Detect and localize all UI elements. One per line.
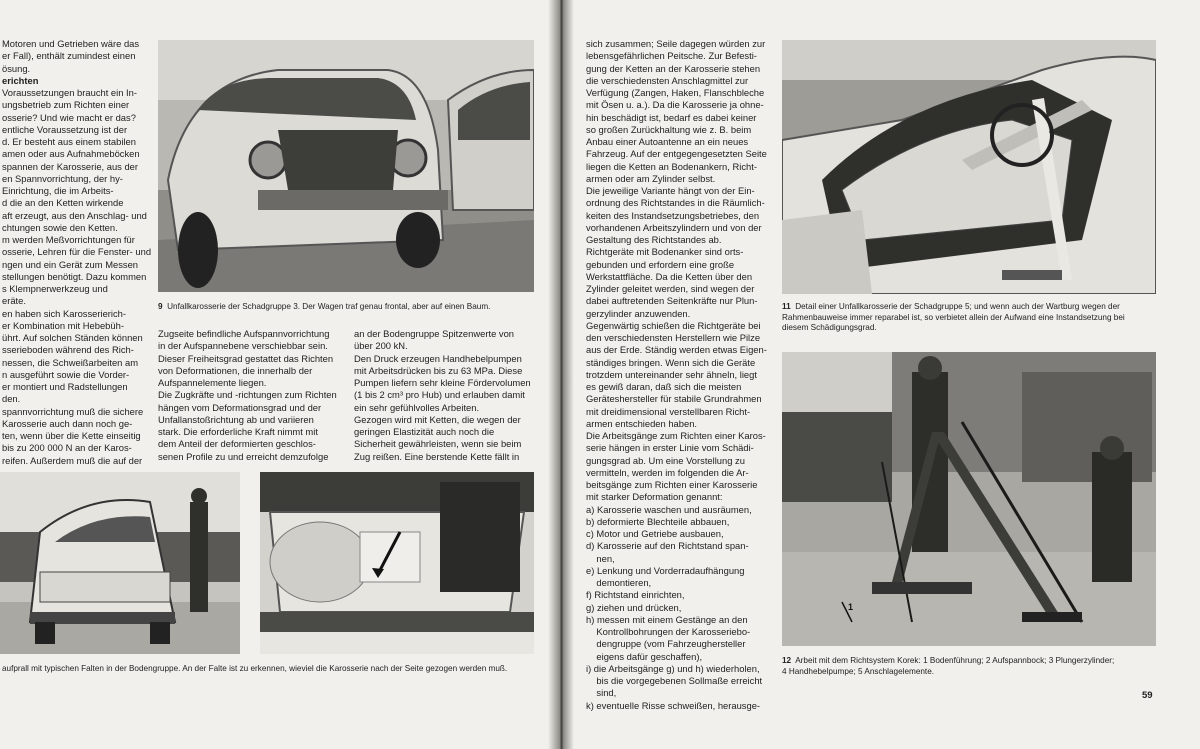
text-line: Die Arbeitsgänge zum Richten einer Karos- [586,430,766,441]
photo-trunk-floor-fold [260,472,534,654]
text-line: en haben sich Karosserierich- [2,307,127,319]
text-line: Die Zugkräfte und -richtungen zum Richten [158,389,337,401]
text-line: mit starker Deformation genannt: [586,491,723,503]
text-line: demontieren, [586,577,652,588]
text-line: an der Bodengruppe Spitzenwerte von [354,328,515,339]
text-line: c) Motor und Getriebe ausbauen, [586,528,724,539]
text-line: Motoren und Getrieben wäre das [2,38,140,49]
text-line: ständiges bringen. Wenn sich die Geräte [586,356,756,368]
text-line: mit Arbeitsdrücken bis zu 63 MPa. Diese [354,364,523,376]
section-heading: erichten [2,74,39,86]
text-line: reifen. Außerdem muß die auf der [2,454,143,466]
text-line: es gewiß daran, daß sich die meisten [586,381,742,392]
photo-9-crashed-car [158,40,534,292]
text-line: mit dreidimensional verstellbaren Richt- [586,405,751,417]
text-line: Unfallanstoßrichtung ab und variieren [158,413,314,425]
text-line: i) die Arbeitsgänge g) und h) wiederholen, [586,662,760,674]
text-line: Werkstattfläche. Da die Ketten über den [586,270,753,282]
left-column-3 [354,328,534,463]
text-line: Sicherheit gewährleisten, wenn sie beim [354,438,522,450]
text-line: m werden Meßvorrichtungen für [2,234,135,245]
photo-11-wartburg-wreck [782,40,1156,294]
text-line: mit Ösen u. a.). Da die Karosserie ja ohne- [586,99,764,111]
text-line: so großen Zurückhaltung wie z. B. beim [586,123,752,135]
photo-12-label-1: 1 [848,602,854,612]
text-line: geringen Elastizität auch noch die [354,426,495,437]
text-line: beitsgänge zum Richten einer Karosserie [586,479,758,490]
text-line: d. Er besteht aus einem stabilen [2,136,136,147]
text-line: ngen und ein Gerät zum Messen [2,258,139,270]
text-line: s Klempnerwerkzeug und [2,283,108,294]
text-line: Einrichtung, die im Arbeits- [2,185,114,196]
text-line: nessen, die Schweißarbeiten am [2,356,139,368]
text-line: bis die vorgegebenen Sollmaße erreicht [586,675,763,686]
text-line: hängen vom Deformationsgrad und der [158,401,322,413]
left-column-1 [2,38,152,467]
text-line: ordnung des Richtstandes in die Räumlich- [586,197,765,209]
photo-12-korek-system [782,352,1156,646]
text-line: Karosserie auch dann noch ge- [2,417,133,429]
text-line: amen oder aus Aufnahmeböcken [2,148,140,160]
text-line: eigens dafür geschaffen), [586,650,703,662]
text-line: d die an den Ketten wirkende [2,197,124,209]
text-line: chtungen sowie den Ketten. [2,221,118,233]
text-line: stark. Die erforderliche Kraft nimmt mit [158,426,318,437]
text-line: en Spannvorrichtung, der hy- [2,172,123,184]
text-line: er Fall), enthält zumindest einen [2,50,136,62]
text-line: Den Druck erzeugen Handhebelpumpen [354,352,522,364]
text-line: Zugseite befindliche Aufspannvorrichtung [158,328,330,339]
text-line: vorhandenen Arbeitszylindern und von der [586,221,762,233]
text-line: sich zusammen; Seile dagegen würden zur [586,38,766,49]
text-line: e) Lenkung und Vorderradaufhängung [586,564,745,576]
book-gutter [548,0,574,749]
text-line: gerzylinder anzuwenden. [586,307,691,319]
text-line: trotzdem untereinander sehr ähneln, liegt [586,368,757,380]
text-line: Fahrzeug. Auf der entgegengesetzten Seite [586,148,767,160]
text-line: Geräteshersteller für stabile Grundrahmen [586,393,762,405]
text-line: ührt. Auf solchen Ständen können [2,332,143,343]
left-column-2 [158,328,338,463]
text-line: dengruppe (vom Fahrzeughersteller [586,638,746,650]
text-line: den. [2,393,21,405]
text-line: armen oder am Zylinder selbst. [586,172,716,184]
text-line: ein sehr gefühlvolles Arbeiten. [354,401,480,413]
text-line: Aufspannelemente liegen. [158,377,267,388]
text-line: in der Aufspannebene verschiebbar sein. [158,340,328,352]
photo-11-caption: 11 Detail einer Unfallkarosserie der Schadgruppe 5; und wenn auch der Wartburg wegen der Rahmenbauweise immer reparabel ist, so verbietet allein der Aufwand eine Instandsetzung bei diesem Schädigungsgrad. [782,302,1125,332]
text-line: nen, [586,552,615,564]
text-line: gung der Ketten an der Karosserie stehen [586,62,761,74]
text-line: serie hängen in erster Linie vom Schädi- [586,442,754,454]
text-line: osserie, Lehren für die Fenster- und [2,246,152,258]
text-line: ten, wenn über die Kette einseitig [2,430,141,441]
text-line: a) Karosserie waschen und ausräumen, [586,503,752,515]
text-line: Gezogen wird mit Ketten, die wegen der [354,413,521,425]
text-line: bis zu 200 000 N an der Karos- [2,442,132,454]
text-line: er montiert und Radstellungen [2,381,128,392]
text-line: f) Richtstand einrichten, [586,589,685,601]
text-line: Zylinder geleitet werden, sind wegen der [586,283,755,294]
text-line: gungsgrad ab. Um eine Vorstellung zu [586,454,745,466]
photo-9-caption: 9 Unfallkarosserie der Schadgruppe 3. Der Wagen traf genau frontal, aber auf einen Baum. [158,302,491,311]
text-line: keiten des Instandsetzungsbetriebes, den [586,209,760,221]
text-line: Kontrollbohrungen der Karosseriebo- [586,626,751,637]
text-line: vermitteln, werden im folgenden die Ar- [586,466,749,478]
text-line: liegen die Ketten an Bodenankern, Richt- [586,160,757,172]
text-line: entliche Voraussetzung ist der [2,123,128,135]
text-line: von Deformationen, die innerhalb der [158,364,313,376]
text-line: stellungen benötigt. Dazu kommen [2,270,147,282]
text-line: Die jeweilige Variante hängt von der Ein- [586,185,755,196]
text-line: Pumpen liefern sehr kleine Fördervolumen [354,377,531,388]
text-line: den verschiedensten Herstellern wie Pilze [586,332,761,343]
text-line: Verfügung (Zangen, Haken, Flanschbleche [586,87,765,98]
right-column-1 [586,38,766,712]
text-line: h) messen mit einem Gestänge an den [586,613,748,625]
text-line: Anbau einer Autoantenne an ein neues [586,136,749,147]
text-line: die verschiedensten Anschlagmittel zur [586,74,749,86]
page-number: 59 [1142,690,1153,701]
text-line: spannvorrichtung muß die sichere [2,405,144,417]
photo-car-rear-outdoors [0,472,240,654]
text-line: sind, [586,687,617,699]
text-line: b) deformierte Blechteile abbauen, [586,515,730,527]
text-line: er Kombination mit Hebebüh- [2,319,124,331]
text-line: sserieboden während des Rich- [2,344,134,356]
text-line: osserie? Und wie macht er das? [2,111,136,123]
text-line: senen Profile zu und erreicht demzufolge [158,450,329,462]
text-line: armen entschieden haben. [586,417,698,429]
text-line: Zug reißen. Eine berstende Kette fällt in [354,450,520,462]
text-line: d) Karosserie auf den Richtstand span- [586,540,749,552]
photo-12-caption: 12 Arbeit mit dem Richtsystem Korek: 1 Bodenführung; 2 Aufspannbock; 3 Plungerzylinder; 4 Handhebelpumpe; 5 Anschlagelemente. [782,656,1115,676]
text-line: dem Anteil der deformierten geschlos- [158,438,316,450]
text-line: k) eventuelle Risse schweißen, herausge- [586,699,761,711]
text-line: aft erzeugt, aus den Anschlag- und [2,209,147,221]
text-line: ösung. [2,62,31,74]
text-line: aus der Erde. Ständig werden etwas Eigen- [586,344,767,356]
text-line: Dieser Freiheitsgrad gestattet das Richten [158,352,334,364]
bottom-left-caption: aufprall mit typischen Falten in der Bodengruppe. An der Falte ist zu erkennen, wieviel die Karosserie nach der Seite gezogen werden muß. [2,664,508,673]
text-line: Gestaltung des Richtstandes ab. [586,234,722,245]
text-line: lebensgefährlichen Peitsche. Zur Befesti- [586,50,757,62]
text-line: über 200 kN. [354,340,408,352]
text-line: n ausgeführt sowie die Vorder- [2,368,130,380]
text-line: gebunden und erfordern eine große [586,258,735,270]
text-line: eräte. [2,295,26,307]
text-line: spannen der Karosserie, aus der [2,160,139,172]
text-line: hin beschädigt ist, bedarf es dabei keiner [586,111,757,123]
text-line: Gegenwärtig schießen die Richtgeräte bei [586,319,761,331]
text-line: dabei auftretenden Seitenkräfte nur Plun- [586,295,758,307]
text-line: (1 bis 2 cm³ pro Hub) und erlauben damit [354,389,525,401]
text-line: Richtgeräte mit Bodenanker sind orts- [586,246,744,258]
text-line: g) ziehen und drücken, [586,601,682,613]
text-line: Voraussetzungen braucht ein In- [2,87,137,98]
text-line: ungsbetrieb zum Richten einer [2,99,130,111]
